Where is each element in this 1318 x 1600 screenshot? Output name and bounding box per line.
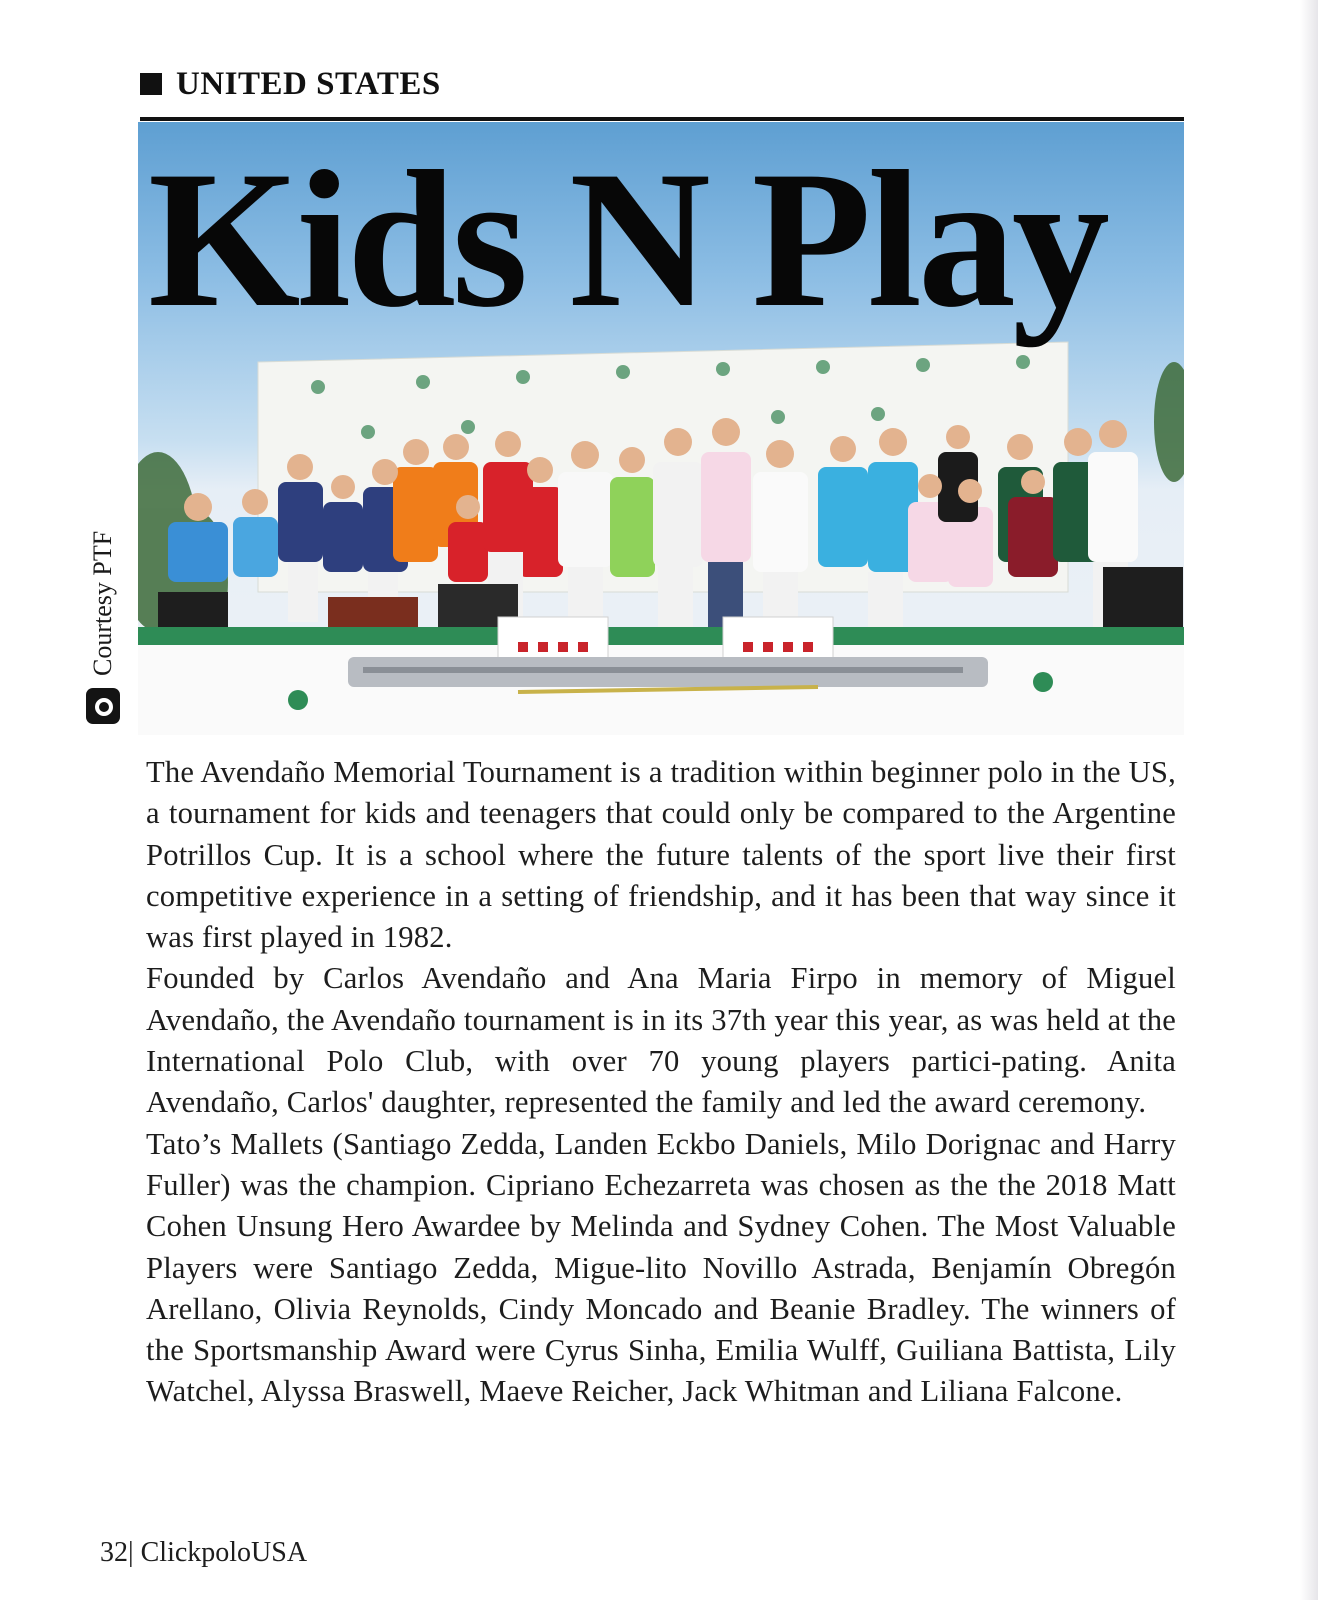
- article-title: Kids N Play: [148, 131, 1106, 348]
- paragraph-2: Founded by Carlos Avendaño and Ana Maria Firpo in memory of Miguel Avendaño, the Avendaño tournament is in its 37th year this year, as was held at the International Polo Club, with over 70 young players partici-pating. Anita Avendaño, Carlos' daughter, represented the family and led the award ceremony.: [146, 961, 1176, 1120]
- green-stage: [138, 627, 1184, 645]
- article-body: [146, 752, 1176, 1413]
- page-edge-shadow: [1300, 0, 1318, 1600]
- section-label-text: UNITED STATES: [176, 65, 441, 102]
- page-footer: [100, 1537, 307, 1569]
- footer-separator: |: [128, 1537, 134, 1568]
- paragraph-3: Tato’s Mallets (Santiago Zedda, Landen Eckbo Daniels, Milo Dorignac and Harry Fuller) was the champion. Cipriano Echezarreta was chosen as the the 2018 Matt Cohen Unsung Hero Awardee by Melinda and Sydney Cohen. The Most Valuable Players were Santiago Zedda, Migue-lito Novillo Astrada, Benjamín Obregón Arellano, Olivia Reynolds, Cindy Moncado and Beanie Bradley. The winners of the Sportsmanship Award were Cyrus Sinha, Emilia Wulff, Guiliana Battista, Lily Watchel, Alyssa Braswell, Maeve Reicher, Jack Whitman and Liliana Falcone.: [146, 1126, 1176, 1409]
- article-photo: [138, 122, 1184, 735]
- publication-name: ClickpoloUSA: [140, 1537, 308, 1568]
- section-square-icon: [140, 73, 162, 95]
- trophy-cup-details: [363, 667, 963, 673]
- photo-credit: Courtesy PTF: [88, 530, 117, 676]
- camera-icon: [86, 688, 120, 724]
- section-label: [140, 66, 441, 102]
- header-rule: [140, 117, 1184, 121]
- page-number: 32: [100, 1537, 128, 1568]
- paragraph-1: The Avendaño Memorial Tournament is a tradition within beginner polo in the US, a tournament for kids and teenagers that could only be compared to the Argentine Potrillos Cup. It is a school where the future talents of the sport live their first competitive experience in a setting of friendship, and it has been that way since it was first played in 1982.: [146, 755, 1176, 955]
